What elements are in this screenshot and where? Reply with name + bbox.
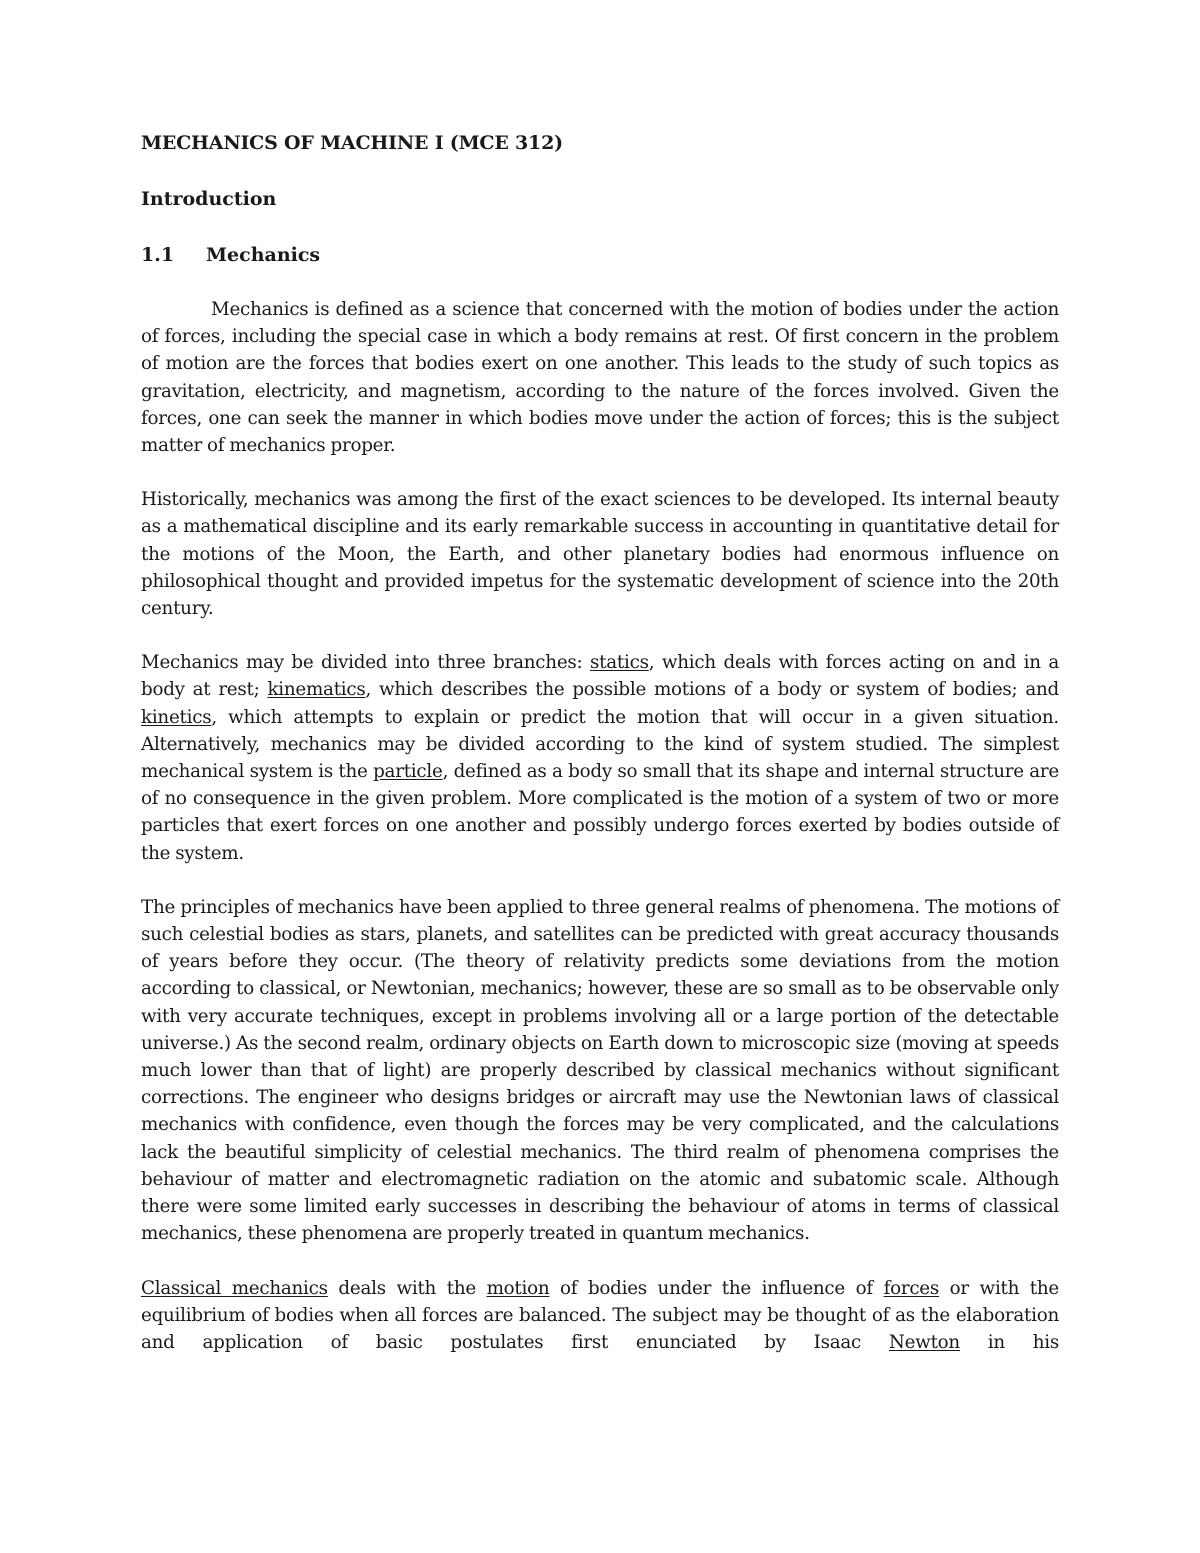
section-number: 1.1 [141,244,175,266]
link-forces[interactable]: forces [883,1277,940,1299]
paragraph-3 [141,649,1059,867]
text-run: in his [959,1331,1059,1353]
document-title: MECHANICS OF MACHINE I (MCE 312) [141,132,563,154]
link-motion[interactable]: motion [486,1277,550,1299]
section-title: Mechanics [206,244,321,266]
text-run: or with the equilibrium of bodies when all forces are balanced. The subject may be thought of as the elaboration and application of basic postulates first enunciated by Isaac [141,1277,1059,1353]
document-subtitle: Introduction [141,188,277,210]
text-run: deals with the [327,1277,487,1299]
paragraph-4: The principles of mechanics have been applied to three general realms of phenomena. The motions of such celestial bodies as stars, planets, and satellites can be predicted with great accuracy thousands of years before they occur. (The theory of relativity predicts some deviations from the motion according to classical, or Newtonian, mechanics; however, these are so small as to be observable only with very accurate techniques, except in problems involving all or a large portion of the detectable universe.) As the second realm, ordinary objects on Earth down to microscopic size (moving at speeds much lower than that of light) are properly described by classical mechanics without significant corrections. The engineer who designs bridges or aircraft may use the Newtonian laws of classical mechanics with confidence, even though the forces may be very complicated, and the calculations lack the beautiful simplicity of celestial mechanics. The third realm of phenomena comprises the behaviour of matter and electromagnetic radiation on the atomic and subatomic scale. Although there were some limited early successes in describing the behaviour of atoms in terms of classical mechanics, these phenomena are properly treated in quantum mechanics. [141,896,1059,1245]
text-run: of bodies under the influence of [549,1277,884,1299]
link-kinematics[interactable]: kinematics [267,679,366,701]
section-heading [141,242,1059,268]
paragraph-1: Mechanics is defined as a science that concerned with the motion of bodies under the action of forces, including the special case in which a body remains at rest. Of first concern in the problem of motion are the forces that bodies exert on one another. This leads to the study of such topics as gravitation, electricity, and magnetism, according to the nature of the forces involved. Given the forces, one can seek the manner in which bodies move under the action of forces; this is the subject matter of mechanics proper. [141,299,1059,457]
paragraph-2: Historically, mechanics was among the first of the exact sciences to be developed. Its internal beauty as a mathematical discipline and its early remarkable success in accounting in quantitative detail for the motions of the Moon, the Earth, and other planetary bodies had enormous influence on philosophical thought and provided impetus for the systematic development of science into the 20th century. [141,489,1059,620]
paragraph-5 [141,1275,1059,1357]
link-classical-mechanics[interactable]: Classical mechanics [141,1277,328,1299]
text-run: , which deals with forces acting on and in a body at rest; [141,652,1060,701]
document-body [141,130,1059,1383]
text-run: Mechanics may be divided into three branches: [141,652,591,674]
text-run: , which describes the possible motions of a body or system of bodies; and [365,679,1059,701]
link-statics[interactable]: statics [590,652,649,674]
link-newton[interactable]: Newton [888,1331,960,1353]
text-run: , which attempts to explain or predict the motion that will occur in a given situation. Alternatively, mechanics may be divided according to the kind of system studied. The simplest mechanical system is the [141,706,1059,783]
text-run: , defined as a body so small that its shape and internal structure are of no consequence in the given problem. More complicated is the motion of a system of two or more particles that exert forces on one another and possibly undergo forces exerted by bodies outside of the system. [141,761,1059,864]
link-kinetics[interactable]: kinetics [141,706,212,728]
link-particle[interactable]: particle [373,761,443,783]
